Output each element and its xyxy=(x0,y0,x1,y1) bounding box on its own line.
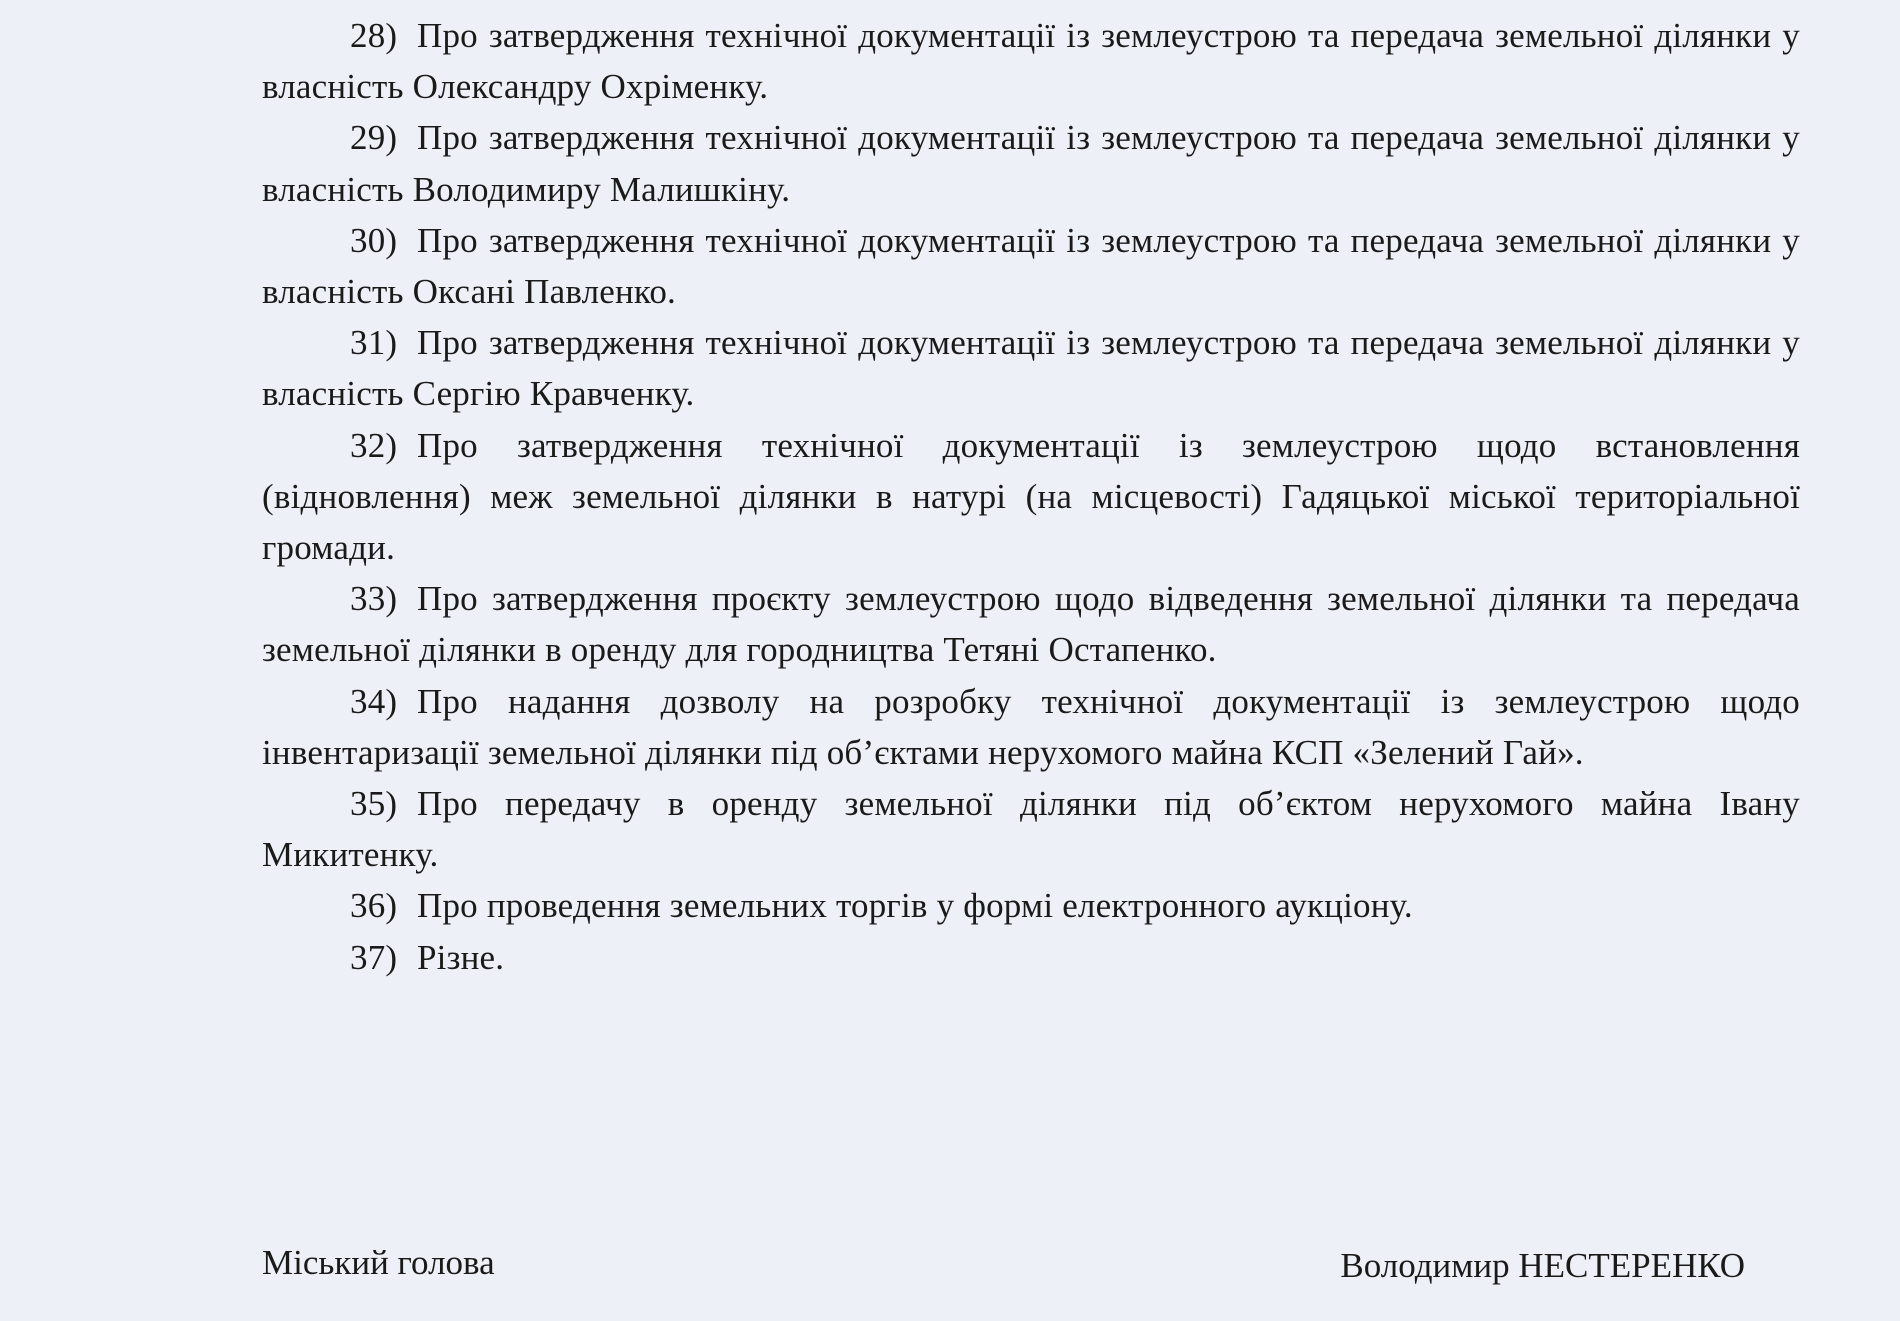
item-number: 36) xyxy=(350,886,398,926)
agenda-item-33 xyxy=(262,573,1800,675)
item-text: Про передачу в оренду земельної ділянки під об’єктом нерухомого майна Івану Микитенку. xyxy=(262,784,1800,875)
item-text: Про затвердження технічної документації із землеустрою та передача земельної ділянки у власність Оксані Павленко. xyxy=(262,220,1800,312)
item-number: 33) xyxy=(350,579,398,619)
item-number: 29) xyxy=(350,118,398,158)
item-number: 37) xyxy=(350,937,398,977)
item-text: Про проведення земельних торгів у формі електронного аукціону. xyxy=(417,886,1413,926)
item-text: Про затвердження технічної документації із землеустрою та передача земельної ділянки у власність Сергію Кравченку. xyxy=(262,323,1800,414)
agenda-item-29 xyxy=(262,112,1800,214)
item-text: Різне. xyxy=(417,937,505,977)
agenda-item-32 xyxy=(262,420,1800,574)
item-text: Про затвердження проєкту землеустрою щодо відведення земельної ділянки та передача земельної ділянки в оренду для городництва Тетяні Остапенко. xyxy=(262,579,1800,670)
item-number: 30) xyxy=(350,220,398,260)
item-text: Про затвердження технічної документації із землеустрою та передача земельної ділянки у власність Олександру Охріменку. xyxy=(262,16,1800,107)
signatory-name: Володимир НЕСТЕРЕНКО xyxy=(1340,1246,1745,1285)
agenda-item-34 xyxy=(262,676,1800,778)
agenda-item-37 xyxy=(262,932,1800,983)
agenda-item-36 xyxy=(262,880,1800,931)
item-number: 34) xyxy=(350,681,398,721)
agenda-list xyxy=(262,10,1800,983)
agenda-item-28 xyxy=(262,10,1800,112)
item-text: Про затвердження технічної документації із землеустрою щодо встановлення (відновлення) меж земельної ділянки в натурі (на місцевості) Гадяцької міської територіальної громади. xyxy=(262,425,1800,568)
item-number: 32) xyxy=(350,425,398,465)
agenda-item-31 xyxy=(262,317,1800,419)
item-number: 35) xyxy=(350,784,398,824)
item-text: Про надання дозволу на розробку технічної документації із землеустрою щодо інвентаризації земельної ділянки під об’єктами нерухомого майна КСП «Зелений Гай». xyxy=(262,681,1800,772)
item-text: Про затвердження технічної документації із землеустрою та передача земельної ділянки у власність Володимиру Малишкіну. xyxy=(262,118,1800,209)
signatory-position: Міський голова xyxy=(262,1243,495,1282)
agenda-item-35 xyxy=(262,778,1800,880)
item-number: 28) xyxy=(350,16,398,55)
agenda-item-30 xyxy=(262,215,1800,317)
item-number: 31) xyxy=(350,323,398,363)
